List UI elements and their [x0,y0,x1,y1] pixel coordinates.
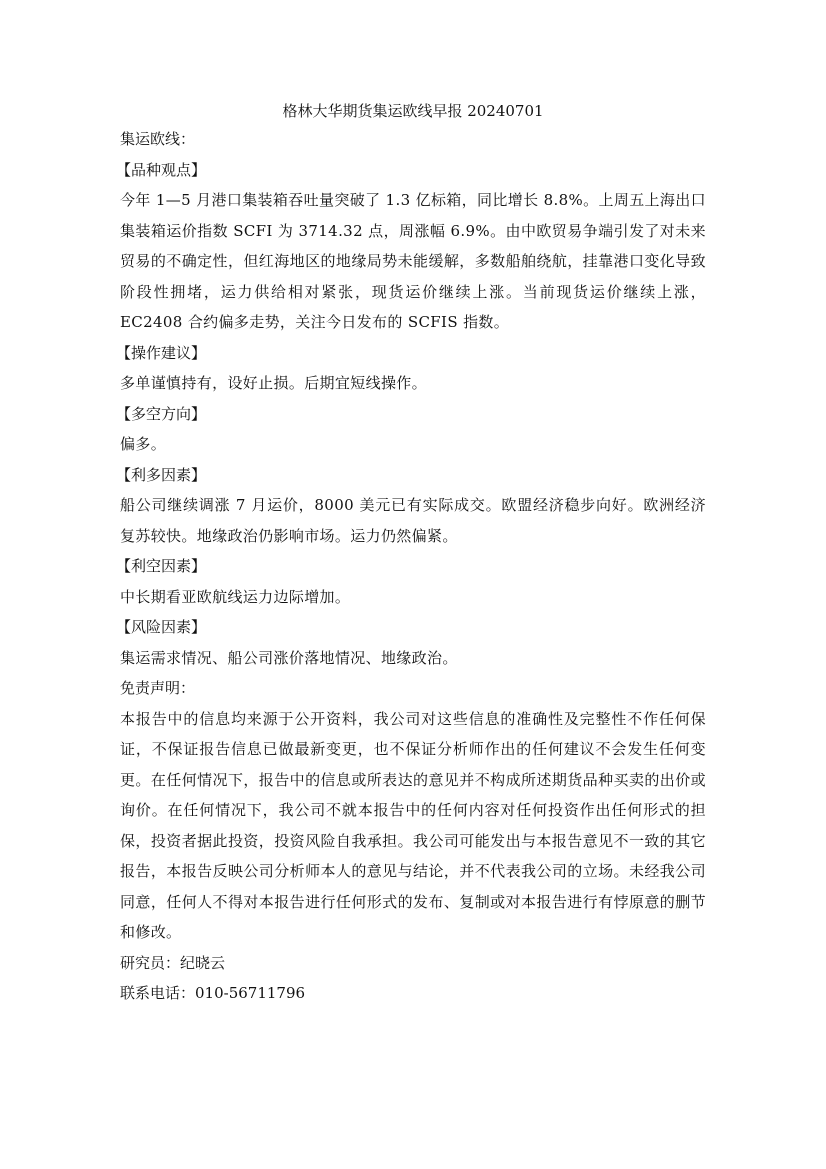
risk-text: 集运需求情况、船公司涨价落地情况、地缘政治。 [120,648,458,667]
bearish-label: 【利空因素】 [116,557,207,575]
report-page [116,98,706,1009]
disclaimer-heading: 免责声明： [120,679,196,697]
advice-text: 多单谨慎持有，设好止损。后期宜短线操作。 [120,374,428,392]
disclaimer-text: 本报告中的信息均来源于公开资料，我公司对这些信息的准确性及完整性不作任何保证，不保证报告信息已做最新变更，也不保证分析师作出的任何建议不会发生任何变更。在任何情况下，报告中的信息或所表达的意见并不构成所述期货品种买卖的出价或询价。在任何情况下，我公司不就本报告中的任何内容对任何投资作出任何形式的担保，投资者据此投资，投资风险自我承担。我公司可能发出与本报告意见不一致的其它报告，本报告反映公司分析师本人的意见与结论，并不代表我公司的立场。未经我公司同意，任何人不得对本报告进行任何形式的发布、复制或对本报告进行有悖原意的删节和修改。 [120,709,706,941]
view-text: 今年 1—5 月港口集装箱吞吐量突破了 1.3 亿标箱，同比增长 8.8%。上周五上海出口集装箱运价指数 SCFI 为 3714.32 点，周涨幅 6.9%。由中欧贸易争端引发了对未来贸易的不确定性，但红海地区的地缘局势未能缓解，多数船舶绕航，挂靠港口变化导致阶段性拥堵，运力供给相对紧张，现货运价继续上涨。当前现货运价继续上涨，EC2408 合约偏多走势，关注今日发布的 SCFIS 指数。 [120,191,706,331]
view-label: 【品种观点】 [116,160,207,179]
bullish-text: 船公司继续调涨 7 月运价，8000 美元已有实际成交。欧盟经济稳步向好。欧洲经济复苏较快。地缘政治仍影响市场。运力仍然偏紧。 [120,496,706,545]
risk-label: 【风险因素】 [116,618,207,636]
direction-text: 偏多。 [120,435,167,453]
direction-label: 【多空方向】 [116,404,207,423]
contact-phone: 联系电话：010-56711796 [120,984,306,1002]
researcher-name: 研究员：纪晓云 [120,953,226,972]
advice-label: 【操作建议】 [116,343,207,362]
report-title: 格林大华期货集运欧线早报 20240701 [282,102,544,120]
section-heading: 集运欧线： [120,130,196,148]
bullish-label: 【利多因素】 [116,465,207,484]
bearish-text: 中长期看亚欧航线运力边际增加。 [120,587,351,606]
